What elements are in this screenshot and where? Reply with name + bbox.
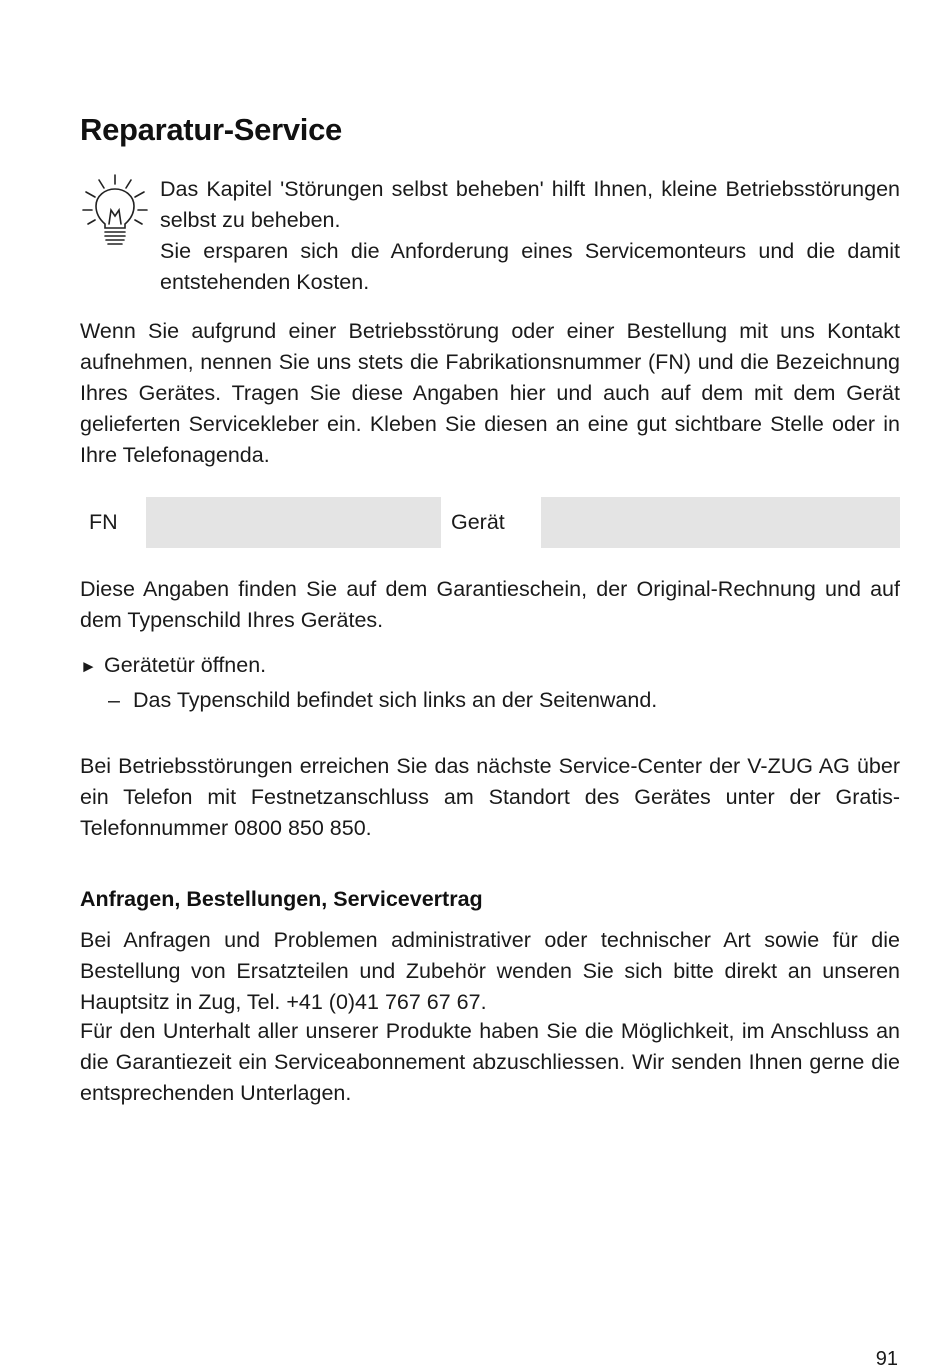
tip-text <box>160 174 900 298</box>
dash-bullet: – <box>108 688 120 712</box>
page-number: 91 <box>875 1348 898 1370</box>
device-input-box <box>541 497 900 548</box>
page-title: Reparatur-Service <box>80 112 342 147</box>
step-subitem <box>108 685 657 716</box>
device-label: Gerät <box>451 510 505 534</box>
step-text: Gerätetür öffnen. <box>104 653 267 677</box>
lightbulb-icon <box>80 172 150 252</box>
fn-label: FN <box>89 510 118 534</box>
section-heading: Anfragen, Bestellungen, Servicevertrag <box>80 887 483 911</box>
tip-line-1: Das Kapitel 'Störungen selbst beheben' hilft Ihnen, kleine Betriebsstörungen selbst zu beheben. <box>160 177 900 232</box>
play-arrow-icon: ► <box>80 657 97 676</box>
step-item <box>80 650 266 682</box>
intro-paragraph: Wenn Sie aufgrund einer Betriebsstörung oder einer Bestellung mit uns Kontakt aufnehmen, nennen Sie uns stets die Fabrikationsnummer (FN) und die Bezeichnung Ihres Gerätes. Tragen Sie diese Angaben hier und auch auf dem mit dem Gerät gelieferten Servicekleber ein. Kleben Sie diesen an eine gut sichtbare Stelle oder in Ihre Telefonagenda. <box>80 319 900 467</box>
tip-line-2: Sie ersparen sich die Anforderung eines Servicemonteurs und die damit entstehenden Kosten. <box>160 239 900 294</box>
step-subtext: Das Typenschild befindet sich links an der Seitenwand. <box>133 688 658 712</box>
inquiries-paragraph: Bei Anfragen und Problemen administrativer oder technischer Art sowie für die Bestellung von Ersatzteilen und Zubehör wenden Sie sich bitte direkt an unseren Hauptsitz in Zug, Tel. +41 (0)41 767 67 67. <box>80 928 900 1014</box>
location-note: Diese Angaben finden Sie auf dem Garantieschein, der Original-Rechnung und auf dem Typenschild Ihres Gerätes. <box>80 577 900 632</box>
service-contract-paragraph: Für den Unterhalt aller unserer Produkte haben Sie die Möglichkeit, im Anschluss an die Garantiezeit ein Serviceabonnement abzuschliessen. Wir senden Ihnen gerne die entsprechenden Unterlagen. <box>80 1019 900 1105</box>
service-center-paragraph: Bei Betriebsstörungen erreichen Sie das nächste Service-Center der V-ZUG AG über ein Telefon mit Festnetzanschluss am Standort des Gerätes unter der Gratis-Telefonnummer 0800 850 850. <box>80 754 900 840</box>
identification-fields <box>80 497 900 548</box>
fn-input-box <box>146 497 441 548</box>
